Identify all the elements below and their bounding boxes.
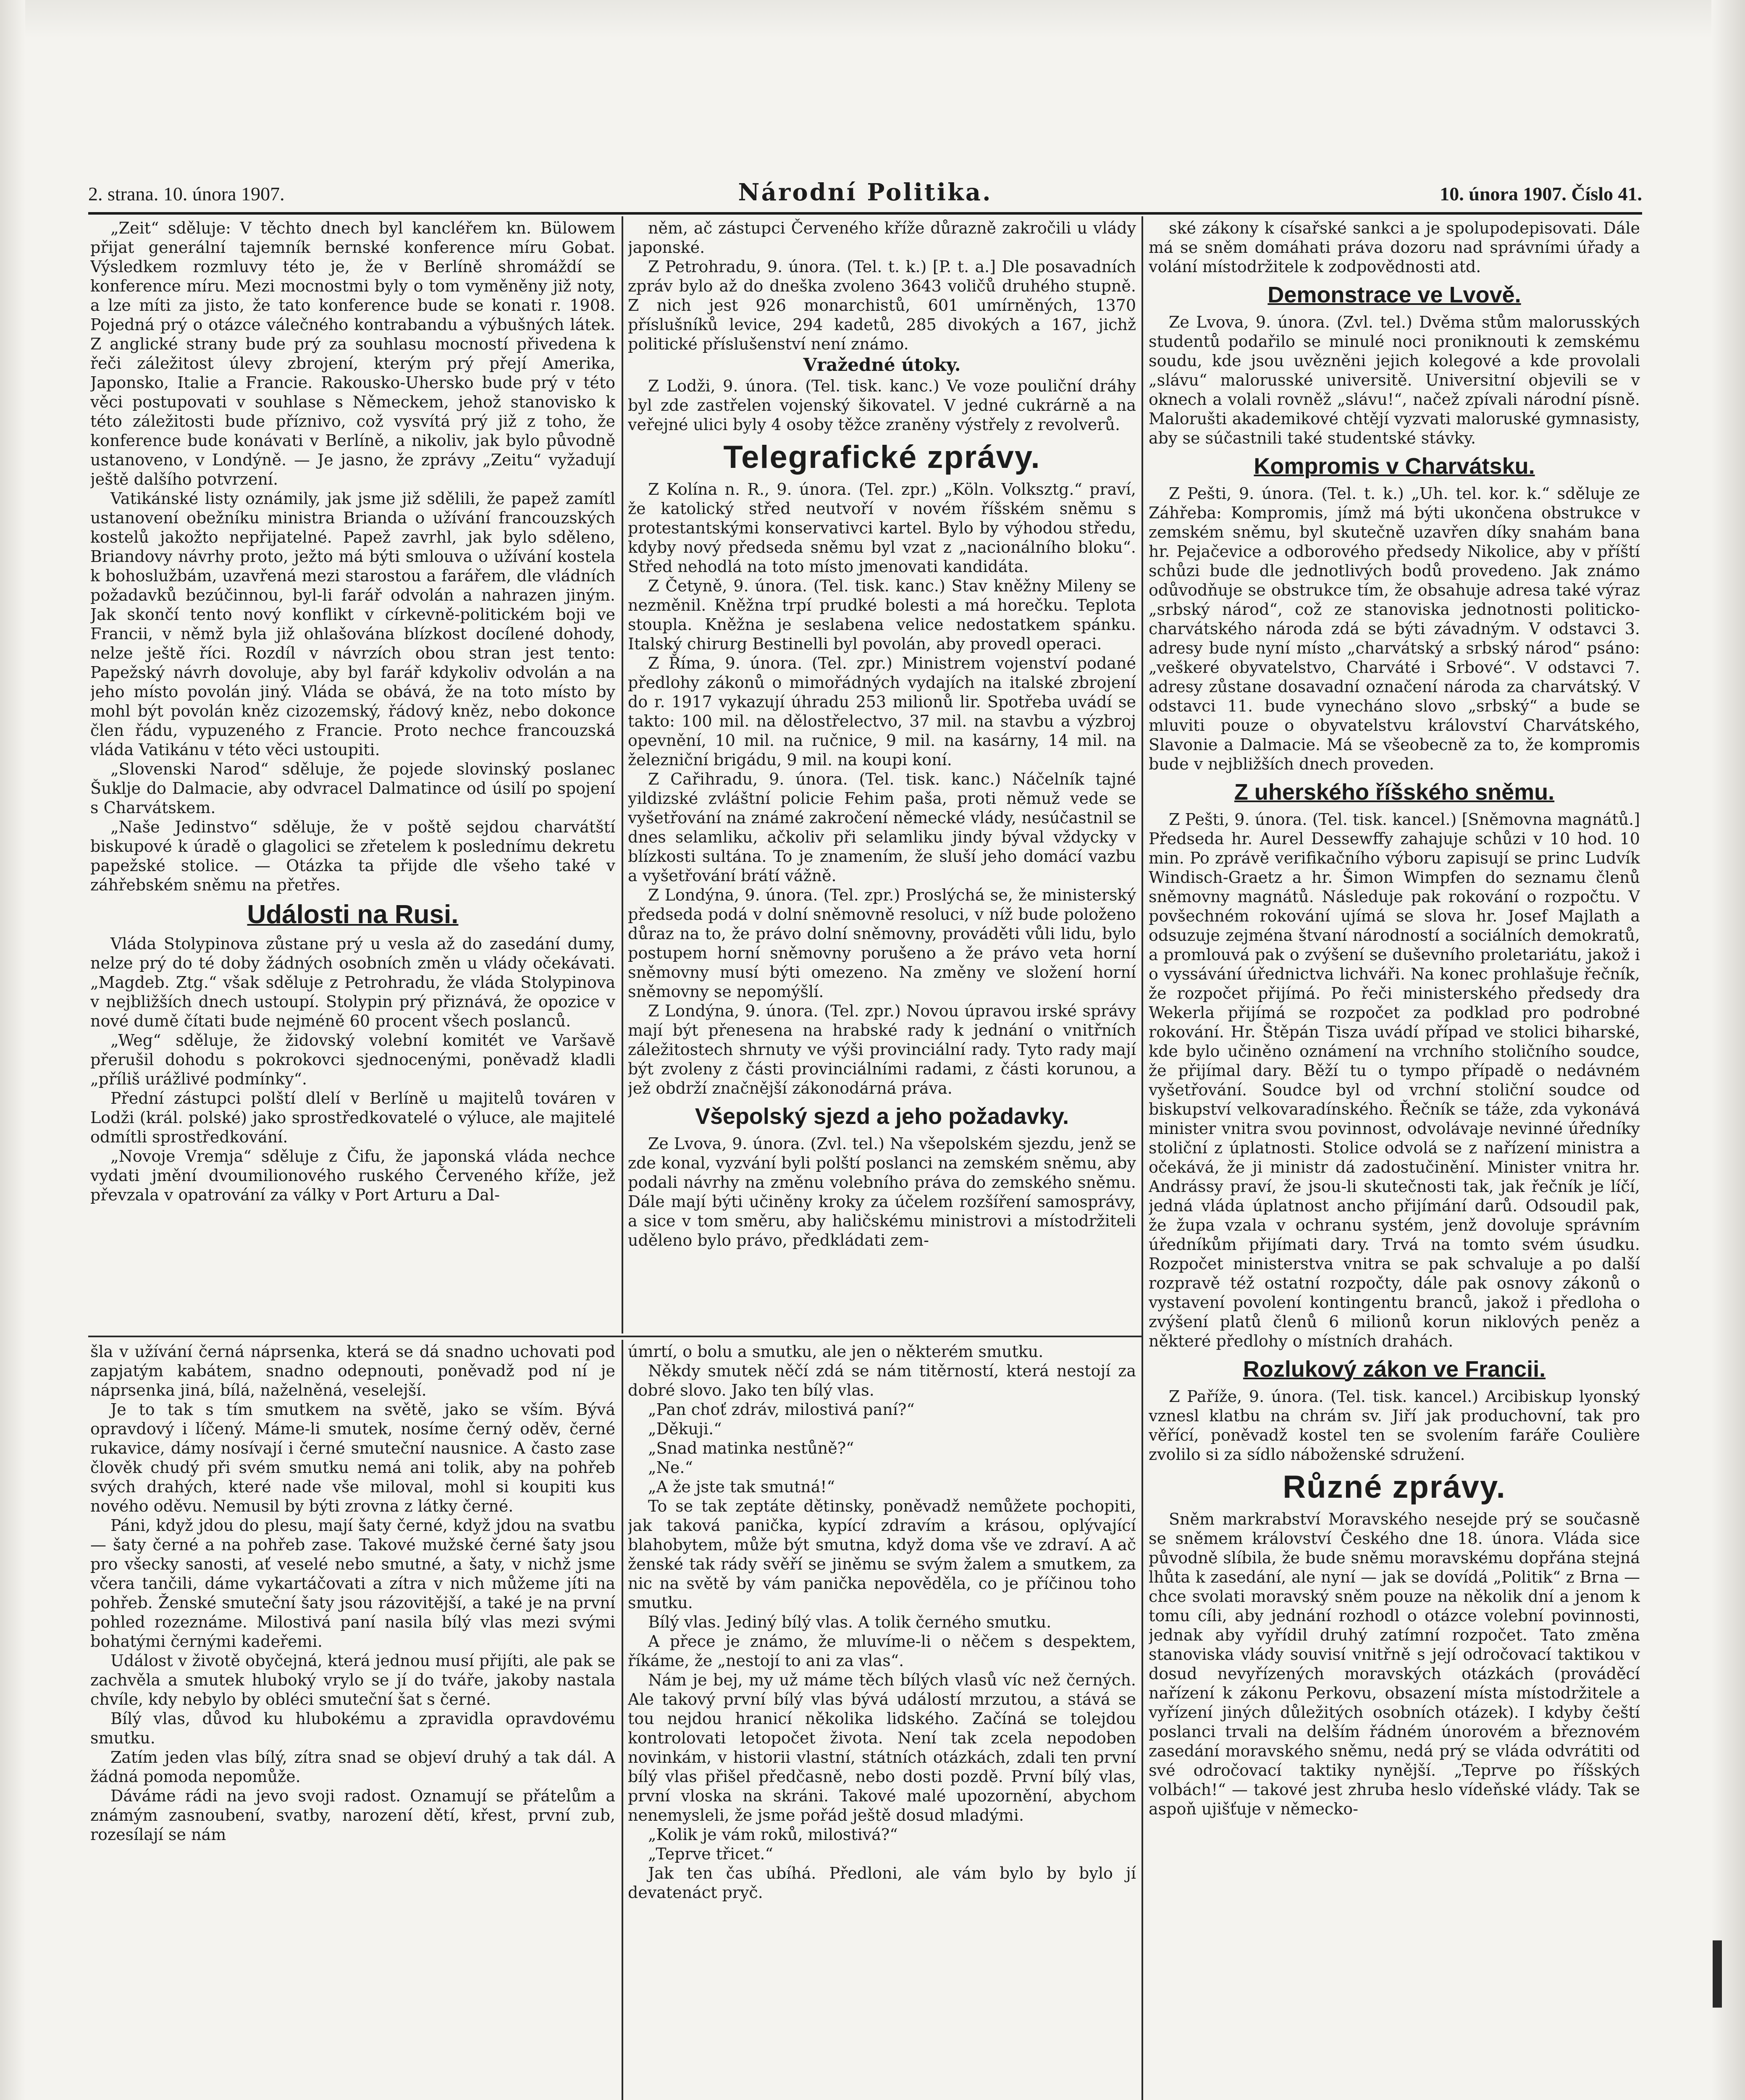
article-paragraph: „Novoje Vremja“ sděluje z Čifu, že japonská vláda nechce vydati jmění dvoumilionového ruského Červeného kříže, jež převzala v opatrování za války v Port Arturu a Dal-: [90, 1147, 615, 1204]
article-paragraph: Přední zástupci polští dlelí v Berlíně u majitelů továren v Lodži (král. polské) jako sprostředkovatelé o výluce, ale majitelé odmítli sprostředkování.: [90, 1089, 615, 1146]
feuilleton-paragraph: Nám je bej, my už máme těch bílých vlasů víc než černých. Ale takový první bílý vlas bývá událostí mrzutou, a stává se tou nejdou hranicí několika lidského. Začíná se tolejdou kontrolovati letopočet života. Není tak zcela nepodoben novinkám, v historii vlastní, státních otázkách, zdali ten první bílý vlas přišel předčasně, nebo dosti pozdě. První bílý vlas, první vloska na skráni. Takové malé upozornění, abychom nenemysleli, že jsme pořád ještě dosud mladými.: [628, 1671, 1136, 1824]
column-1: [90, 218, 615, 1334]
section-title-vsepolsky-sjezd: Všepolský sjezd a jeho požadavky.: [695, 1104, 1069, 1129]
feuilleton-paragraph: Událost v životě obyčejná, která jednou musí přijíti, ale pak se zachvěla a smutek hluboký vrylo se jí do tváře, jakoby nastala chvíle, kdy nebylo by obléci smuteční šat s černé.: [90, 1651, 615, 1709]
article-paragraph: něm, ač zástupci Červeného kříže důrazně zakročili u vlády japonské.: [628, 219, 1136, 257]
header-rule: [88, 212, 1642, 215]
article-paragraph: Z Lodži, 9. února. (Tel. tisk. kanc.) Ve voze pouliční dráhy byl zde zastřelen vojenský šikovatel. V jedné cukrárně a na veřejné ulici byly 4 osoby těžce zraněny výstřely z revolverů.: [628, 377, 1136, 434]
article-paragraph: Z Četyně, 9. února. (Tel. tisk. kanc.) Stav kněžny Mileny se nezměnil. Kněžna trpí prudké bolesti a má horečku. Teplota stoupla. Kněžna je seslabena velice nedostatkem spánku. Italský chirurg Bestinelli byl povolán, aby provedl operaci.: [628, 577, 1136, 653]
scan-edge-left: [0, 0, 25, 2100]
article-paragraph: „Naše Jedinstvo“ sděluje, že v poště sejdou charvátští biskupové k úradě o glagolici se zřetelem k poslednímu dekretu papežské stolice. — Otázka ta přijde dle všeho také v záhřebském sněmu na přetřes.: [90, 818, 615, 894]
feuilleton-paragraph: Někdy smutek něčí zdá se nám titěrností, která nestojí za dobré slovo. Jako ten bílý vlas.: [628, 1362, 1136, 1399]
subsection-title: Vražedné útoky.: [803, 354, 961, 375]
dialogue-line: „Snad matinka nestůně?“: [648, 1439, 854, 1457]
article-paragraph: Z Říma, 9. února. (Tel. zpr.) Ministrem vojenství podané předlohy zákonů o mimořádných vydajích na italské zbrojení do r. 1917 vykazují úhradu 253 milionů lir. Spotřeba uvádí se takto: 100 mil. na dělostřelectvo, 37 mil. na stavbu a výzbroj opevnění, 10 mil. na ručnice, 9 mil. na kasárny, 14 mil. na železniční brigádu, 9 mil. na koupi koní.: [628, 654, 1136, 769]
section-title-rozlukovy-zakon: Rozlukový zákon ve Francii.: [1243, 1357, 1546, 1382]
scan-binding-mark: [1713, 1940, 1722, 2008]
feuilleton-paragraph: To se tak zeptáte dětinsky, poněvadž nemůžete pochopiti, jak taková panička, kypící zdravím a krásou, oplývající blahobytem, může být smutna, když doma vše ve zdraví. A ač ženské tak rády svěří se jiněmu se svým žalem a smutkem, za nic na světě by vám panička nepověděla, co je příčinou toho smutku.: [628, 1497, 1136, 1612]
feuilleton-paragraph: A přece je známo, že mluvíme-li o něčem s despektem, říkáme, že „nestojí to ani za vlas“.: [628, 1632, 1136, 1670]
masthead-title: Národní Politika.: [738, 178, 992, 206]
article-paragraph: „Slovenski Narod“ sděluje, že pojede slovinský poslanec Šuklje do Dalmacie, aby odvracel Dalmatince od úsilí po spojení s Charvátskem.: [90, 760, 615, 817]
feuilleton-paragraph: Zatím jeden vlas bílý, zítra snad se objeví druhý a tak dál. A žádná pomoda nepomůže.: [90, 1748, 615, 1786]
header-left: 2. strana. 10. února 1907.: [88, 183, 285, 205]
section-title-z-uherskeho-snemu: Z uherského říšského sněmu.: [1234, 780, 1555, 805]
article-paragraph: Sněm markrabství Moravského nesejde prý se současně se sněmem království Českého dne 18. února. Vláda sice původně slíbila, že bude sněmu moravskému dopřána stejná lhůta k zasedání, ale nyní — jak se dovídá „Politik“ z Brna — chce svolati moravský sněm pouze na několik dní a jenom k tomu cíli, aby jednání rozhodl o otázce volební povinnosti, jednak aby vyřídil druhý zatímní rozpočet. Tato změna stanoviska vlády souvisí vnitřně s její odročovací taktikou v dosud nevyřízených moravských otázkách (prováděcí nařízení k zákonu Perkovu, obsazení místa místodržitele a vyřízení jiných důležitých osobních otázek). I kdyby čeští poslanci trvali na delším řádném únorovém a březnovém zasedání moravského sněmu, nedá prý se vláda odvrátiti od své odročovací taktiky nynější. „Teprve po říšských volbách!“ — takové jest zhruba heslo vídeňské vlády. Tak se aspoň ujišťuje v německo-: [1149, 1510, 1640, 1818]
column-divider: [622, 1340, 623, 2100]
article-paragraph: Z Pešti, 9. února. (Tel. t. k.) „Uh. tel. kor. k.“ sděluje ze Záhřeba: Kompromis, jímž má býti ukončena obstrukce v zemském sněmu, byl skutečně uzavřen díky snahám bana hr. Pejačevice a odborového předsedy Nikolice, aby v příští schůzi bude dle jednotlivých bodů provedeno. Jak známo odůvodňuje se obstrukce tím, že obsahuje adresa také výraz „srbský národ“, což ze stanoviska jednotnosti politicko-charvátského národa zdá se býti závadným. V odstavci 3. adresy bude nyní místo „charvátský a srbský národ“ psáno: „veškeré obyvatelstvo, Charváté i Srbové“. V odstavci 7. adresy zůstane dosavadní označení národa za charvátský. V odstavci 11. bude vynecháno slovo „srbský“ a bude se mluviti pouze o obyvatelstvu království Charvátského, Slavonie a Dalmacie. Má se všeobecně za to, že kompromis bude v nejbližších dnech proveden.: [1149, 484, 1640, 773]
article-paragraph: „Zeit“ sděluje: V těchto dnech byl kancléřem kn. Bülowem přijat generální tajemník bernské konference míru Gobat. Výsledkem rozmluvy této je, že v Berlíně shromáždí se konference míru. Mezi mocnostmi byly o tom vyměněny již noty, a lze míti za jisto, že tato konference bude se konati r. 1908. Pojedná prý o otázce válečného kontrabandu a výbušných látek. Z anglické strany bude prý za souhlasu mocností přivedena k řeči záležitost úlevy zbrojení, kterým prý přejí Amerika, Japonsko, Italie a Francie. Rakousko-Uhersko bude prý v této věci postupovati v souhlase s Německem, jehož stanovisko k této záležitosti bude příznivo, což vysvítá prý již z toho, že konference bude konávati v Berlíně, a nikoliv, jak bylo původně ustanoveno, v Londýně. — Je jasno, že zprávy „Zeitu“ vyžadují ještě dalšího potvrzení.: [90, 219, 615, 488]
feuilleton-paragraph: Bílý vlas, důvod ku hlubokému a zpravidla opravdovému smutku.: [90, 1709, 615, 1747]
dialogue-line: „A že jste tak smutná!“: [648, 1478, 835, 1496]
feuilleton-column-1: [90, 1342, 615, 2100]
article-paragraph: Z Pešti, 9. února. (Tel. tisk. kancel.) [Sněmovna magnátů.] Předseda hr. Aurel Dessewffy zahajuje schůzi v 10 hod. 10 min. Po zprávě verifikačního výboru zapisují se princ Ludvík Windisch-Graetz a hr. Šimon Wimpfen do seznamu členů sněmovny magnátů. Následuje pak rokování o rozpočtu. V povšechném rokování ujímá se slova hr. Josef Majlath a odsuzuje zejména štvaní národností a sociálních demokratů, a promlouvá pak o zvýšení se duševního proletariátu, jakož i o vyssávání úřednictva lichváři. Na konec prohlašuje řečník, že rozpočet přijímá. Po řeči ministerského předsedy dra Wekerla přijímá se rozpočet za podklad pro podrobné rokování. Hr. Štěpán Tisza uvádí případ ve stolici biharské, kde bylo učiněno oznámení na vrchního stoličního soudce, že přijímal dary. Běží tu o tympo případě o nedávném vyšetřování. Soudce byl od vrchní stoliční soudce od biskupství velkovaradínského. Řečník se táže, zda vykonává minister vnitra svou povinnost, odvolávaje nevinné úředníky stoliční z úplatnosti. Stolice odvolá se z nařízení ministra a očekává, že ji ministr dá zadostučinění. Minister vnitra hr. Andrássy praví, že jsou-li skutečnosti tak, jak řečník je líčí, jedná vláda úplatnost ancho přijímání darů. Odsoudil pak, že župa vzala v ochranu systém, jenž dovoluje správním úředníkům přijímati dary. Trvá na tomto svém úsudku. Rozpočet ministerstva vnitra se pak schvaluje a po další rozpravě též ostatní rozpočty, dále pak osnovy zákonů o vystavení povolení kontingentu branců, jakož i předloha o zvýšení platů členů 6 milionů korun niklových peněz a některé předlohy o místních drahách.: [1149, 810, 1640, 1350]
feuilleton-paragraph: Páni, když jdou do plesu, mají šaty černé, když jdou na svatbu — šaty černé a na pohřeb zase. Takové mužské černé šaty jsou pro všecky sanosti, ať veselé nebo smutné, a šaty, v nichž jsme včera tančili, dáme vykartáčovati a zítra v nich můžeme jíti na pohřeb. Ženské smuteční šaty jsou rázovitější, a také je na první pohled rozeznáme. Milostivá paní nasila bílý vlas mezi svými bohatými černými kadeřemi.: [90, 1516, 615, 1651]
column-divider: [622, 216, 623, 1334]
article-paragraph: Z Paříže, 9. února. (Tel. tisk. kancel.) Arcibiskup lyonský vznesl klatbu na chrám sv. Jiří jak produchovní, tak pro věřící, poněvadž kostel ten se svolením faráře Coulière zvolilo si za sídlo náboženské sdružení.: [1149, 1387, 1640, 1464]
dialogue-line: „Ne.“: [648, 1458, 693, 1477]
column-divider: [1141, 216, 1143, 2100]
column-3: [1149, 218, 1640, 2100]
feuilleton-paragraph: šla v užívání černá náprsenka, která se dá snadno uchovati pod zapjatým kabátem, snadno odepnouti, poněvadž pod ní je náprsenka jiná, bílá, naželněná, veselejší.: [90, 1342, 615, 1399]
section-title-udalosti-na-rusi: Události na Rusi.: [247, 900, 459, 929]
article-paragraph: ské zákony k císařské sankci a je spolupodepisovati. Dále má se sněm domáhati práva dozoru nad správními úřady a volání místodržitele k zodpovědnosti atd.: [1149, 219, 1640, 276]
article-paragraph: Z Petrohradu, 9. února. (Tel. t. k.) [P. t. a.] Dle posavadních zpráv bylo až do dneška zvoleno 3643 voličů druhého stupně. Z nich jest 926 monarchistů, 601 umírněných, 1370 příslušníků levice, 294 kadetů, 285 divokých a 167, jichž politické příslušenství není známo.: [628, 257, 1136, 353]
feuilleton-paragraph: Je to tak s tím smutkem na světě, jako se vším. Bývá opravdový i líčený. Máme-li smutek, nosíme černý oděv, černé rukavice, dámy nosívají i černé smuteční nausnice. A často zase člověk chudý při svém smutku nemá ani tolik, aby na pohřeb svých drahých, které nade vše miloval, mohl si koupiti kus nového oděvu. Nemusil by býti zrovna z látky černé.: [90, 1400, 615, 1515]
scan-edge-right: [1711, 0, 1745, 2100]
article-paragraph: Z Londýna, 9. února. (Tel. zpr.) Novou úpravou irské správy mají být přenesena na hrabské rady k jednání o vnitřních záležitostech shrnuty ve výši provinciální rady. Tyto rady mají být zvoleny z části provinciálními radami, z části korunou, a jež obdrží značnější zákonodárná práva.: [628, 1002, 1136, 1097]
scan-edge-top: [0, 0, 1745, 38]
article-paragraph: Z Londýna, 9. února. (Tel. zpr.) Proslýchá se, že ministerský předseda podá v dolní sněmovně resoluci, v níž bude položeno důraz na to, že právo dolní sněmovny, prováděti vůli lidu, bylo postupem horní sněmovny porušeno a že právo veta horní sněmovny musí býti omezeno. Na změny ve složení horní sněmovny se nepomýšlí.: [628, 886, 1136, 1001]
column-2: [628, 218, 1136, 1334]
section-title-ruzne-zpravy: Různé zprávy.: [1283, 1469, 1506, 1505]
article-paragraph: „Weg“ sděluje, že židovský volební komitét ve Varšavě přerušil dohodu s pokrokovci sjednocenými, poněvadž kladli „příliš urážlivé podmínky“.: [90, 1031, 615, 1088]
section-title-kompromis-v-charvatsku: Kompromis v Charvátsku.: [1254, 454, 1535, 479]
article-paragraph: Ze Lvova, 9. února. (Zvl. tel.) Na všepolském sjezdu, jenž se zde konal, vyzvání byli polští poslanci na zemském sněmu, aby podali návrhy na změnu volebního práva do zemského sněmu. Dále mají býti učiněny kroky za účelem rozšíření samosprávy, a sice v tom směru, aby haličskému ministrovi a místodržiteli uděleno bylo právo, předkládati zem-: [628, 1134, 1136, 1250]
article-paragraph: Vláda Stolypinova zůstane prý u vesla až do zasedání dumy, nelze prý do té doby žádných osobních změn u vlády očekávati. „Magdeb. Ztg.“ však sděluje z Petrohradu, že vláda Stolypinova v nejbližších dnech ustoupí. Stolypin prý přiznává, že opozice v nové dumě čítati bude nejméně 60 procent všech poslanců.: [90, 934, 615, 1030]
section-title-telegraficke-zpravy: Telegrafické zprávy.: [723, 439, 1041, 475]
feuilleton-column-2: [628, 1342, 1136, 2100]
feuilleton-paragraph: Bílý vlas. Jediný bílý vlas. A tolik černého smutku.: [648, 1613, 1052, 1631]
article-paragraph: Z Cařihradu, 9. února. (Tel. tisk. kanc.) Náčelník tajné yildizské zvláštní policie Fehim paša, proti němuž vede se vyšetřování na známé zakročení německé vlády, nesúčastnil se dnes selamliku, ačkoliv při selamliku jindy býval vždycky v blízkosti sultána. To je znamením, že sluší jeho domácí vazbu a vyšetřování brátí vážně.: [628, 770, 1136, 885]
feuilleton-paragraph: Jak ten čas ubíhá. Předloni, ale vám bylo by bylo jí devatenáct pryč.: [628, 1864, 1136, 1902]
section-title-demonstrace-ve-lvove: Demonstrace ve Lvově.: [1267, 282, 1521, 307]
feuilleton-rule: [88, 1336, 1142, 1337]
header-right: 10. února 1907. Číslo 41.: [1440, 183, 1642, 205]
dialogue-line: „Kolik je vám roků, milostivá?“: [648, 1825, 898, 1844]
feuilleton-paragraph: úmrtí, o bolu a smutku, ale jen o některém smutku.: [628, 1342, 1044, 1361]
article-paragraph: Vatikánské listy oznámily, jak jsme již sdělili, že papež zamítl ustanovení obežníku ministra Brianda o užívání francouzských kostelů jakožto nepřijatelné. Papež zavrhl, jak bylo sděleno, Briandovy návrhy proto, ježto má býti smlouva o užívání kostela k bohoslužbám, uzavřená mezi starostou a farářem, dle vládních požadavků bezúčinnou, byl-li farář odvolán a nahrazen jiným. Jak skončí tento nový konflikt v církevně-politickém boji ve Francii, v němž byla již ohlašována blízkost docílené dohody, nelze ještě říci. Rozdíl v návrzích obou stran jest tento: Papežský návrh dovoluje, aby byl farář kdykoliv odvolán a na jeho místo povolán jiný. Vláda se obává, že na toto místo by mohl být povolán kněz cizozemský, řádový kněz, nebo dokonce člen řádu, vypuzeného z Francie. Proto nechce francouzská vláda Vatikánu v této věci ustoupiti.: [90, 489, 615, 759]
dialogue-line: „Pan choť zdráv, milostivá paní?“: [648, 1400, 915, 1419]
dialogue-line: „Teprve třicet.“: [648, 1845, 773, 1863]
feuilleton-paragraph: Dáváme rádi na jevo svoji radost. Oznamují se přátelům a známým zasnoubení, svatby, narození dětí, křest, první zub, rozesílají se nám: [90, 1787, 615, 1844]
page-header: [88, 178, 1642, 212]
article-paragraph: Ze Lvova, 9. února. (Zvl. tel.) Dvěma stům malorusských studentů podařilo se minulé noci proniknouti k zemskému soudu, kde jsou uvězněni jejich kolegové a kde provolali „slávu“ malorusské universitě. Universitní objevili se v oknech a volali rovněž „slávu!“, načež zpívali národní písně. Malorušti akademikové chtějí vyzvati maloruské gymnasisty, aby se súčastnili také studentské stávky.: [1149, 313, 1640, 447]
article-paragraph: Z Kolína n. R., 9. února. (Tel. zpr.) „Köln. Volksztg.“ praví, že katolický střed neutvoří v novém říšském sněmu s protestantskými konservativci kartel. Bylo by výhodou středu, kdyby nový předseda sněmu byl vzat z „nacionálního bloku“. Střed nehodlá na toto místo jmenovati kandidáta.: [628, 480, 1136, 576]
dialogue-line: „Děkuji.“: [648, 1420, 722, 1438]
